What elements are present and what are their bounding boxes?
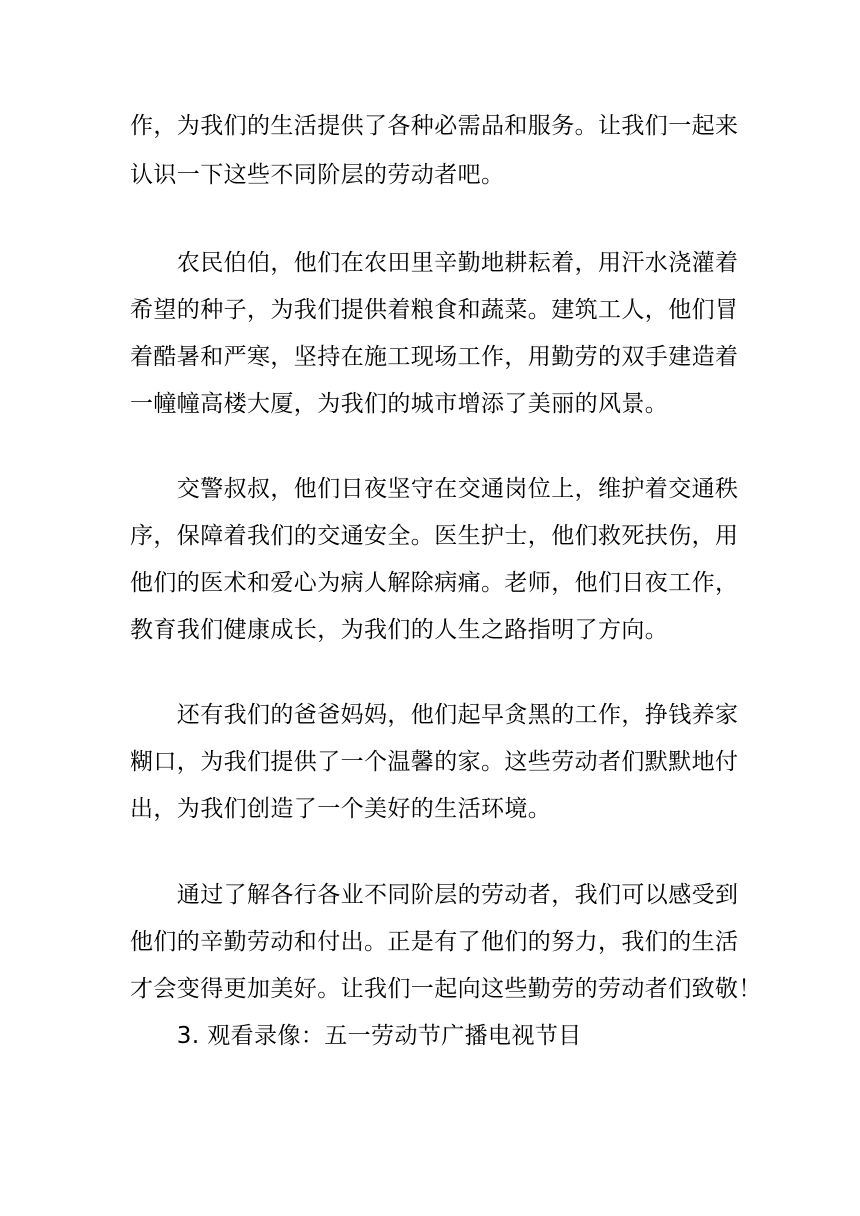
- paragraph-1-line-1: 作，为我们的生活提供了各种必需品和服务。让我们一起来: [130, 113, 739, 139]
- paragraph-5-line-3: 才会变得更加美好。让我们一起向这些勤劳的劳动者们致敬！: [130, 976, 762, 1002]
- paragraph-5-line-1: 通过了解各行各业不同阶层的劳动者，我们可以感受到: [130, 882, 739, 908]
- paragraph-2-line-2: 希望的种子，为我们提供着粮食和蔬菜。建筑工人，他们冒: [130, 297, 739, 323]
- paragraph-4-line-3: 出，为我们创造了一个美好的生活环境。: [130, 796, 552, 822]
- paragraph-4-line-1: 还有我们的爸爸妈妈，他们起早贪黑的工作，挣钱养家: [130, 702, 739, 728]
- paragraph-3-line-2: 序，保障着我们的交通安全。医生护士，他们救死扶伤，用: [130, 523, 739, 549]
- paragraph-3-line-4: 教育我们健康成长，为我们的人生之路指明了方向。: [130, 617, 669, 643]
- paragraph-2-line-1: 农民伯伯，他们在农田里辛勤地耕耘着，用汗水浇灌着: [130, 250, 739, 276]
- paragraph-2-line-3: 着酷暑和严寒，坚持在施工现场工作，用勤劳的双手建造着: [130, 344, 739, 370]
- list-item-3-video: 3. 观看录像：五一劳动节广播电视节目: [130, 1023, 582, 1049]
- paragraph-2-line-4: 一幢幢高楼大厦，为我们的城市增添了美丽的风景。: [130, 391, 669, 417]
- paragraph-3-line-1: 交警叔叔，他们日夜坚守在交通岗位上，维护着交通秩: [130, 476, 739, 502]
- paragraph-3-line-3: 他们的医术和爱心为病人解除病痛。老师，他们日夜工作，: [130, 570, 739, 596]
- paragraph-4-line-2: 糊口，为我们提供了一个温馨的家。这些劳动者们默默地付: [130, 749, 739, 775]
- paragraph-1-line-2: 认识一下这些不同阶层的劳动者吧。: [130, 162, 505, 188]
- paragraph-5-line-2: 他们的辛勤劳动和付出。正是有了他们的努力，我们的生活: [130, 929, 739, 955]
